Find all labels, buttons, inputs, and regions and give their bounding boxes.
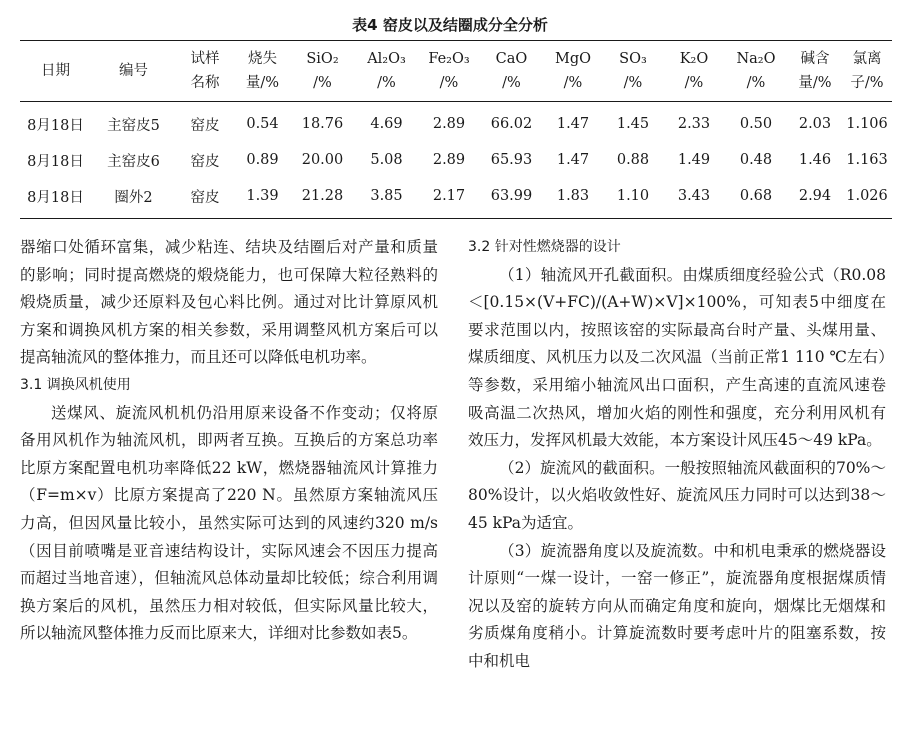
table-cell: 1.106	[846, 116, 888, 132]
section-heading-3-1: 3.1 调换风机使用	[20, 376, 131, 393]
table-row	[20, 178, 892, 219]
right-paragraph-2: （2）旋流风的截面积。一般按照轴流风截面积的70%～80%设计，以火焰收敛性好、旋流风压力同时可以达到38～45 kPa为适宜。	[468, 458, 886, 532]
table-cell: 2.89	[432, 116, 466, 132]
column-header-text: /%	[313, 75, 332, 91]
table-cell: 4.69	[370, 116, 403, 132]
table-cell: 8月18日	[27, 117, 84, 134]
column-header	[724, 41, 788, 102]
column-header-text: 氯离	[852, 51, 882, 67]
column-header-text: 试样	[190, 51, 220, 67]
composition-table	[20, 40, 892, 219]
column-header-text: SO₃	[619, 51, 647, 67]
column-header-text: 烧失	[248, 51, 277, 67]
column-header-text: 量/%	[245, 75, 280, 91]
table-caption: 表4 窑皮以及结圈成分全分析	[352, 16, 548, 34]
column-header-text: /%	[623, 75, 643, 91]
table-cell: 2.89	[432, 152, 466, 168]
table-cell: 主窑皮5	[107, 117, 160, 134]
column-header	[354, 41, 419, 102]
column-header-text: CaO	[495, 51, 528, 67]
table-cell: 66.02	[490, 116, 533, 132]
table-row	[20, 142, 892, 178]
table-cell: 主窑皮6	[107, 153, 160, 170]
column-header	[842, 41, 892, 102]
column-header	[544, 41, 602, 102]
table-cell: 63.99	[479, 178, 544, 219]
column-header	[788, 41, 842, 102]
column-header	[291, 41, 354, 102]
table-cell: 2.94	[788, 178, 842, 219]
column-header-text: 日期	[41, 63, 70, 79]
table-cell: 1.47	[556, 116, 590, 132]
table-cell: 1.49	[677, 152, 711, 168]
left-column	[20, 234, 438, 648]
column-header-text: /%	[502, 75, 521, 91]
table-cell: 圈外2	[91, 178, 176, 219]
right-paragraph-3: （3）旋流器角度以及旋流数。中和机电秉承的燃烧器设计原则“一煤一设计，一窑一修正”，旋流器角度根据煤质情况以及窑的旋转方向从而确定角度和旋向，烟煤比无烟煤和劣质煤角度稍小。计算旋流数时要考虑叶片的阻塞系数，按中和机电	[468, 541, 886, 670]
table-cell: 65.93	[490, 152, 533, 168]
table-cell: 1.47	[556, 152, 590, 168]
column-header-text: 子/%	[850, 75, 884, 91]
left-paragraph-2: 送煤风、旋流风机机仍沿用原来设备不作变动；仅将原备用风机作为轴流风机，即两者互换。互换后的方案总功率比原方案配置电机功率降低22 kW，燃烧器轴流风计算推力（F=m×v）比原方案提高了220 N。虽然原方案轴流风压力高，但因风量比较小，虽然实际可达到的风速约320 m/s（因目前喷嘴是亚音速结构设计，实际风速会不因压力提高而超过当地音速），但轴流风总体动量却比较低；综合利用调换方案后的风机，虽然压力相对较低，但实际风量比较大，所以轴流风整体推力反而比原来大，详细对比参数如表5。	[20, 403, 438, 643]
table-row	[20, 102, 892, 143]
table-cell: 1.39	[234, 178, 291, 219]
right-column	[468, 234, 886, 676]
column-header	[419, 41, 479, 102]
table-cell: 窑皮	[190, 117, 220, 134]
left-paragraph-1: 器缩口处循环富集，减少粘连、结块及结圈后对产量和质量的影响；同时提高燃烧的煅烧能力，也可保障大粒径熟料的煅烧质量，减少还原料及包心料比例。通过对比计算原风机方案和调换风机方案的相关参数，采用调整风机方案后可以提高轴流风的整体推力，而且还可以降低电机功率。	[20, 238, 438, 367]
table-cell: 8月18日	[20, 178, 91, 219]
table-cell: 0.50	[739, 116, 773, 132]
table-cell: 20.00	[301, 152, 344, 168]
table-body	[20, 102, 892, 219]
column-header-text: 碱含	[800, 51, 830, 67]
column-header-text: K₂O	[679, 51, 709, 67]
right-paragraph-1: （1）轴流风开孔截面积。由煤质细度经验公式（R0.08＜[0.15×(V+FC)/(A+W)×V]×100%，可知表5中细度在要求范围以内，按照该窑的实际最高台时产量、头煤用量、煤质细度、风机压力以及二次风温（当前正常1 110 ℃左右）等参数，采用缩小轴流风出口面积，产生高速的直流风速卷吸高温二次热风，增加火焰的刚性和强度，充分利用风机有效压力，发挥风机最大效能，本方案设计风压45～49 kPa。	[468, 265, 886, 450]
column-header-text: /%	[377, 75, 396, 91]
column-header-text: /%	[746, 75, 766, 91]
column-header	[176, 41, 234, 102]
table-cell: 21.28	[291, 178, 354, 219]
column-header	[91, 41, 176, 102]
table-cell: 0.89	[246, 152, 279, 168]
column-header-text: /%	[563, 75, 583, 91]
column-header-text: Na₂O	[736, 51, 776, 67]
column-header-text: /%	[439, 75, 459, 91]
table-header-row	[20, 41, 892, 102]
column-header	[664, 41, 724, 102]
table-cell: 0.54	[246, 116, 279, 132]
table-cell: 窑皮	[190, 153, 220, 170]
table-cell: 18.76	[301, 116, 344, 132]
column-header-text: SiO₂	[306, 51, 339, 67]
column-header-text: 名称	[190, 75, 220, 91]
table-cell: 3.43	[664, 178, 724, 219]
column-header	[234, 41, 291, 102]
table-cell: 1.163	[846, 152, 888, 168]
column-header-text: 编号	[119, 63, 148, 79]
table-cell: 1.83	[544, 178, 602, 219]
column-header	[20, 41, 91, 102]
table-cell: 窑皮	[176, 178, 234, 219]
table-cell: 3.85	[354, 178, 419, 219]
column-header-text: MgO	[554, 51, 592, 67]
table-cell: 0.48	[739, 152, 773, 168]
table-cell: 1.45	[616, 116, 650, 132]
table-cell: 1.026	[842, 178, 892, 219]
column-header-text: /%	[684, 75, 704, 91]
table-cell: 2.03	[798, 116, 832, 132]
table-cell: 5.08	[370, 152, 403, 168]
column-header-text: 量/%	[798, 75, 832, 91]
column-header-text: Al₂O₃	[367, 51, 406, 67]
table-cell: 1.46	[798, 152, 832, 168]
column-header	[479, 41, 544, 102]
table-cell: 2.33	[677, 116, 711, 132]
table-cell: 1.10	[602, 178, 664, 219]
table-cell: 2.17	[419, 178, 479, 219]
column-header	[602, 41, 664, 102]
section-heading-3-2: 3.2 针对性燃烧器的设计	[468, 239, 621, 255]
table-cell: 0.68	[724, 178, 788, 219]
column-header-text: Fe₂O₃	[428, 51, 470, 67]
table-cell: 0.88	[616, 152, 650, 168]
table-cell: 8月18日	[27, 153, 84, 170]
